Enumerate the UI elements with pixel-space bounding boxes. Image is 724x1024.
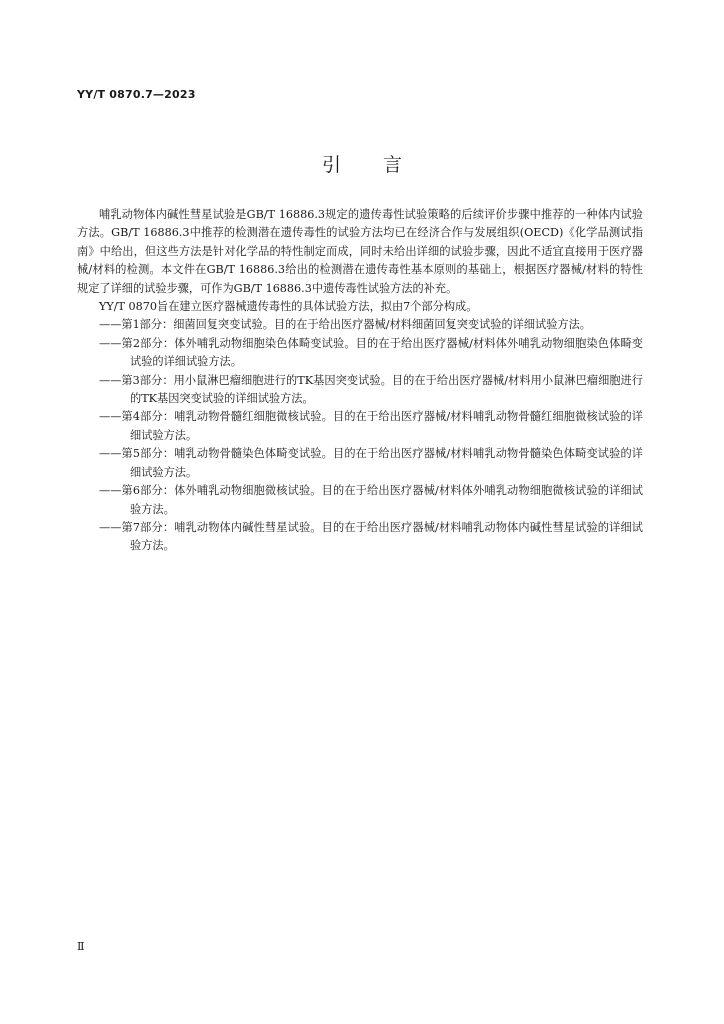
part-5-item: ——第5部分：哺乳动物骨髓染色体畸变试验。目的在于给出医疗器械/材料哺乳动物骨髓染色体畸变试验的详细试验方法。 — [99, 447, 643, 479]
part-1-item: ——第1部分：细菌回复突变试验。目的在于给出医疗器械/材料细菌回复突变试验的详细试验方法。 — [99, 318, 591, 332]
document-body — [77, 206, 643, 556]
intro-paragraph: 哺乳动物体内碱性彗星试验是GB/T 16886.3规定的遗传毒性试验策略的后续评价步骤中推荐的一种体内试验方法。GB/T 16886.3中推荐的检测潜在遗传毒性的试验方法均已在经济合作与发展组织(OECD)《化学品测试指南》中给出，但这些方法是针对化学品的特性制定而成，同时未给出详细的试验步骤，因此不适宜直接用于医疗器械/材料的检测。本文件在GB/T 16886.3给出的检测潜在遗传毒性基本原则的基础上，根据医疗器械/材料的特性规定了详细的试验步骤，可作为GB/T 16886.3中遗传毒性试验方法的补充。 — [77, 208, 643, 295]
part-6-item: ——第6部分：体外哺乳动物细胞微核试验。目的在于给出医疗器械/材料体外哺乳动物细胞微核试验的详细试验方法。 — [99, 484, 643, 516]
section-title: 引言 — [321, 154, 444, 176]
scope-paragraph: YY/T 0870旨在建立医疗器械遗传毒性的具体试验方法，拟由7个部分构成。 — [99, 300, 478, 314]
page-number: Ⅱ — [77, 940, 85, 953]
part-3-item: ——第3部分：用小鼠淋巴瘤细胞进行的TK基因突变试验。目的在于给出医疗器械/材料用小鼠淋巴瘤细胞进行的TK基因突变试验的详细试验方法。 — [99, 373, 643, 406]
document-code: YY/T 0870.7—2023 — [77, 88, 196, 101]
part-2-item: ——第2部分：体外哺乳动物细胞染色体畸变试验。目的在于给出医疗器械/材料体外哺乳动物细胞染色体畸变试验的详细试验方法。 — [99, 336, 643, 369]
part-4-item: ——第4部分：哺乳动物骨髓红细胞微核试验。目的在于给出医疗器械/材料哺乳动物骨髓红细胞微核试验的详细试验方法。 — [99, 410, 643, 442]
part-7-item: ——第7部分：哺乳动物体内碱性彗星试验。目的在于给出医疗器械/材料哺乳动物体内碱性彗星试验的详细试验方法。 — [99, 520, 643, 553]
